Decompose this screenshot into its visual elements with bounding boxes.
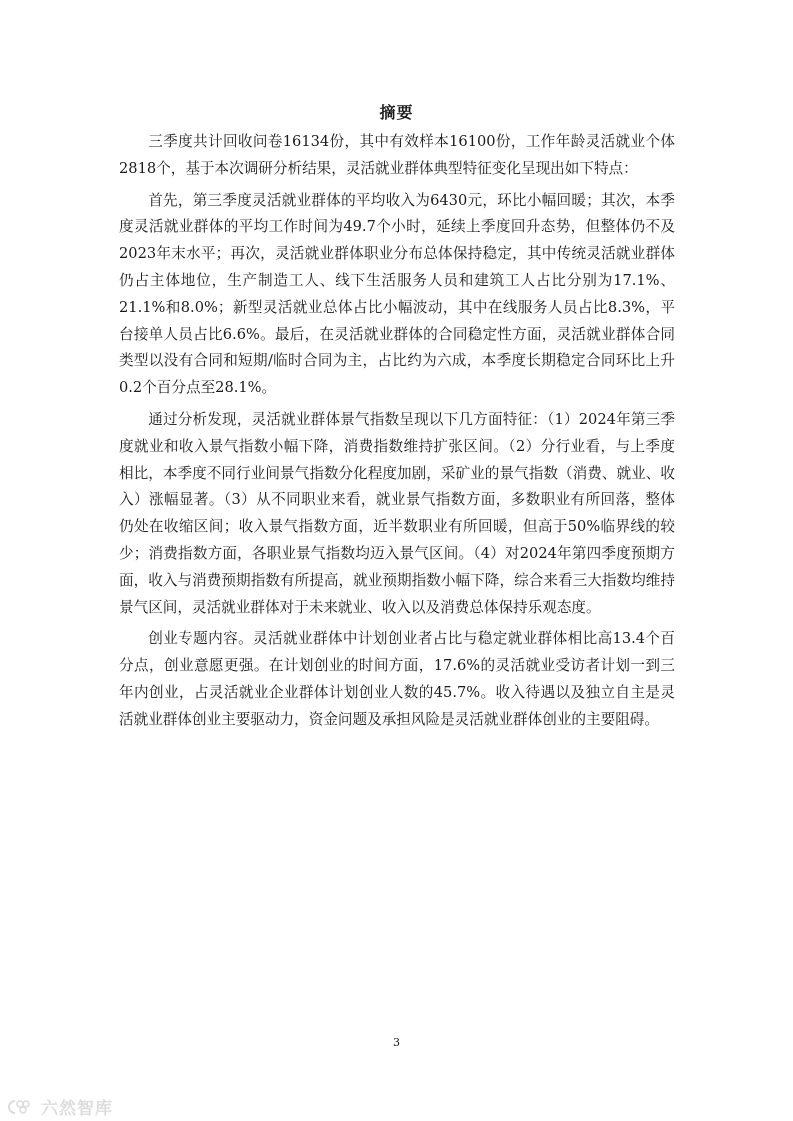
document-body <box>119 129 675 739</box>
logo-icon <box>6 1098 36 1116</box>
paragraph-features: 首先，第三季度灵活就业群体的平均收入为6430元，环比小幅回暖；其次，本季度灵活就业群体的平均工作时间为49.7个小时，延续上季度回升态势，但整体仍不及2023年末水平；再次，灵活就业群体职业分布总体保持稳定，其中传统灵活就业群体仍占主体地位，生产制造工人、线下生活服务人员和建筑工人占比分别为17.1%、21.1%和8.0%；新型灵活就业总体占比小幅波动，其中在线服务人员占比8.3%，平台接单人员占比6.6%。最后，在灵活就业群体的合同稳定性方面，灵活就业群体合同类型以没有合同和短期/临时合同为主，占比约为六成，本季度长期稳定合同环比上升0.2个百分点至28.1%。 <box>119 191 675 397</box>
watermark <box>6 1094 113 1119</box>
watermark-text: 六然智库 <box>41 1099 113 1119</box>
paragraph-index-analysis: 通过分析发现，灵活就业群体景气指数呈现以下几方面特征：（1）2024年第三季度就业和收入景气指数小幅下降，消费指数维持扩张区间。（2）分行业看，与上季度相比，本季度不同行业间景气指数分化程度加剧，采矿业的景气指数（消费、就业、收入）涨幅显著。（3）从不同职业来看，就业景气指数方面，多数职业有所回落，整体仍处在收缩区间；收入景气指数方面，近半数职业有所回暖，但高于50%临界线的较少；消费指数方面，各职业景气指数均迈入景气区间。（4）对2024年第四季度预期方面，收入与消费预期指数有所提高，就业预期指数小幅下降，综合来看三大指数均维持景气区间，灵活就业群体对于未来就业、收入以及消费总体保持乐观态度。 <box>119 410 675 616</box>
paragraph-overview: 三季度共计回收问卷16134份，其中有效样本16100份，工作年龄灵活就业个体2818个，基于本次调研分析结果，灵活就业群体典型特征变化呈现出如下特点： <box>119 133 675 177</box>
paragraph-entrepreneurship: 创业专题内容。灵活就业群体中计划创业者占比与稳定就业群体相比高13.4个百分点，创业意愿更强。在计划创业的时间方面，17.6%的灵活就业受访者计划一到三年内创业，占灵活就业企业群体计划创业人数的45.7%。收入待遇以及独立自主是灵活就业群体创业主要驱动力，资金问题及承担风险是灵活就业群体创业的主要阻碍。 <box>119 630 675 728</box>
page-number: 3 <box>393 1036 400 1049</box>
page-title: 摘要 <box>379 103 414 122</box>
